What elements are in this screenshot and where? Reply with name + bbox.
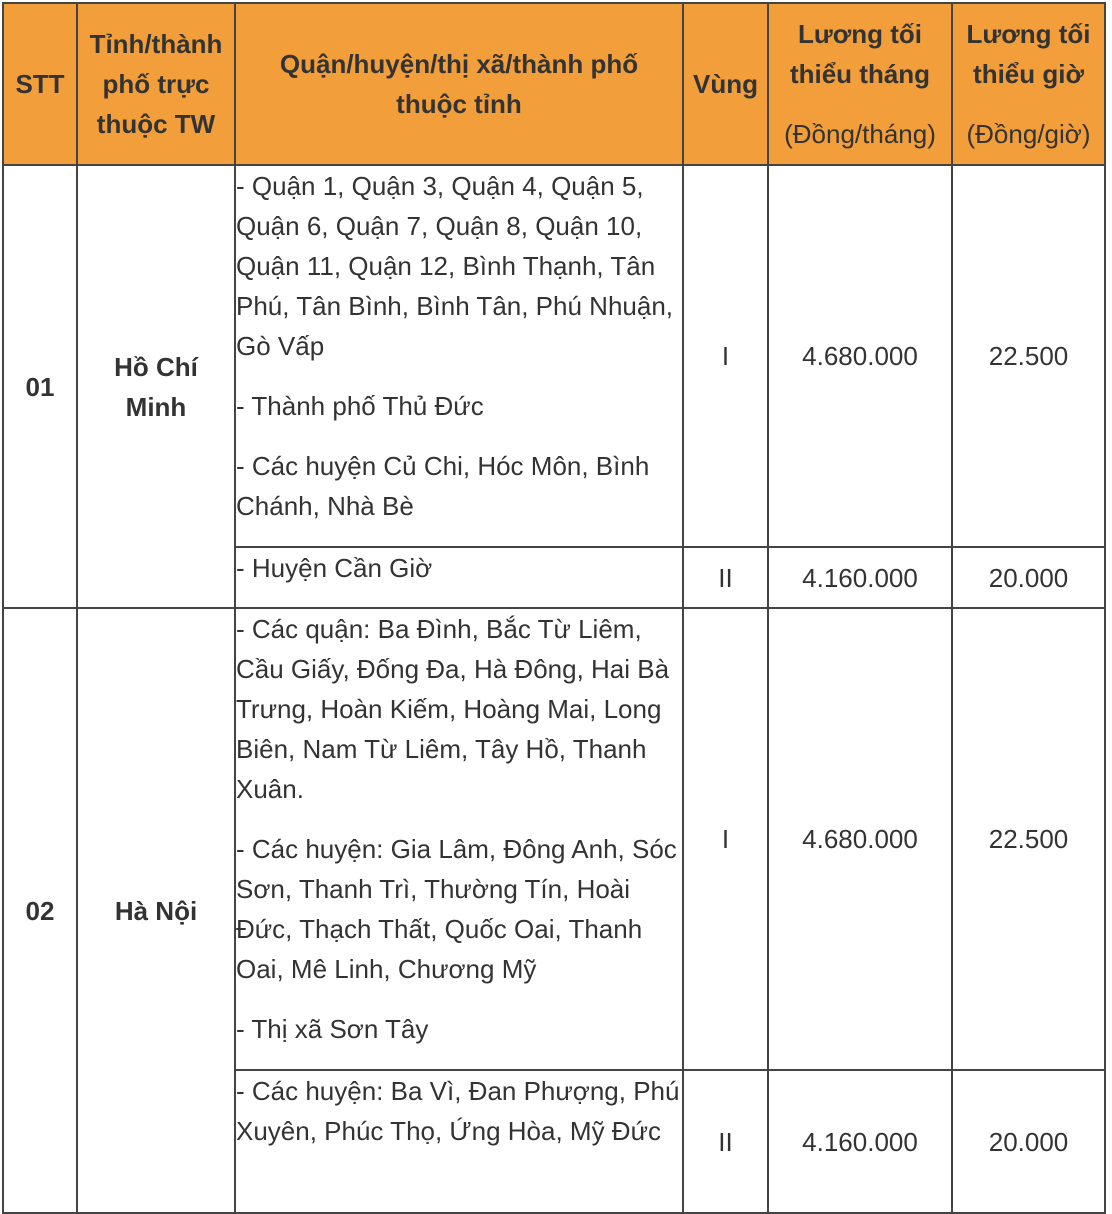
header-stt: STT <box>3 3 77 165</box>
monthly-wage-cell: 4.680.000 <box>768 165 952 547</box>
header-region: Vùng <box>683 3 768 165</box>
header-monthly <box>768 3 952 165</box>
district-list: - Huyện Cần Giờ <box>236 553 433 583</box>
table-row <box>3 165 1105 547</box>
header-hourly-label: Lương tối thiểu giờ <box>966 19 1091 89</box>
region-cell: I <box>683 165 768 547</box>
header-monthly-unit: (Đồng/tháng) <box>784 119 936 149</box>
hourly-wage-cell: 22.500 <box>952 608 1105 1070</box>
district-list: - Thành phố Thủ Đức <box>236 391 484 421</box>
monthly-wage-cell: 4.160.000 <box>768 547 952 608</box>
monthly-wage-cell: 4.160.000 <box>768 1070 952 1213</box>
hourly-wage-cell: 20.000 <box>952 547 1105 608</box>
header-row <box>3 3 1105 165</box>
district-list: - Thị xã Sơn Tây <box>236 1014 429 1044</box>
province-cell: Hồ Chí Minh <box>77 165 235 608</box>
district-list: - Quận 1, Quận 3, Quận 4, Quận 5, Quận 6, Quận 7, Quận 8, Quận 10, Quận 11, Quận 12, Bình Thạnh, Tân Phú, Tân Bình, Bình Tân, Phú Nhuận, Gò Vấp <box>236 171 674 361</box>
table-row <box>3 608 1105 1070</box>
hourly-wage-cell: 22.500 <box>952 165 1105 547</box>
header-hourly <box>952 3 1105 165</box>
hourly-wage-cell: 20.000 <box>952 1070 1105 1213</box>
district-cell <box>235 608 683 1070</box>
district-list: - Các huyện: Ba Vì, Đan Phượng, Phú Xuyên, Phúc Thọ, Ứng Hòa, Mỹ Đức <box>236 1076 680 1146</box>
minimum-wage-table <box>2 2 1106 1214</box>
region-cell: II <box>683 547 768 608</box>
header-monthly-label: Lương tối thiểu tháng <box>789 19 931 89</box>
stt-cell: 02 <box>3 608 77 1213</box>
district-cell <box>235 1070 683 1213</box>
district-list: - Các quận: Ba Đình, Bắc Từ Liêm, Cầu Giấy, Đống Đa, Hà Đông, Hai Bà Trưng, Hoàn Kiếm, Hoàng Mai, Long Biên, Nam Từ Liêm, Tây Hồ, Thanh Xuân. <box>236 614 670 804</box>
district-cell <box>235 165 683 547</box>
header-district: Quận/huyện/thị xã/thành phố thuộc tỉnh <box>235 3 683 165</box>
region-cell: II <box>683 1070 768 1213</box>
header-province: Tỉnh/thành phố trực thuộc TW <box>77 3 235 165</box>
monthly-wage-cell: 4.680.000 <box>768 608 952 1070</box>
region-cell: I <box>683 608 768 1070</box>
district-list: - Các huyện Củ Chi, Hóc Môn, Bình Chánh, Nhà Bè <box>236 451 650 521</box>
district-cell <box>235 547 683 608</box>
header-hourly-unit: (Đồng/giờ) <box>966 119 1091 149</box>
stt-cell: 01 <box>3 165 77 608</box>
district-list: - Các huyện: Gia Lâm, Đông Anh, Sóc Sơn, Thanh Trì, Thường Tín, Hoài Đức, Thạch Thất, Quốc Oai, Thanh Oai, Mê Linh, Chương Mỹ <box>236 834 677 984</box>
province-cell: Hà Nội <box>77 608 235 1213</box>
